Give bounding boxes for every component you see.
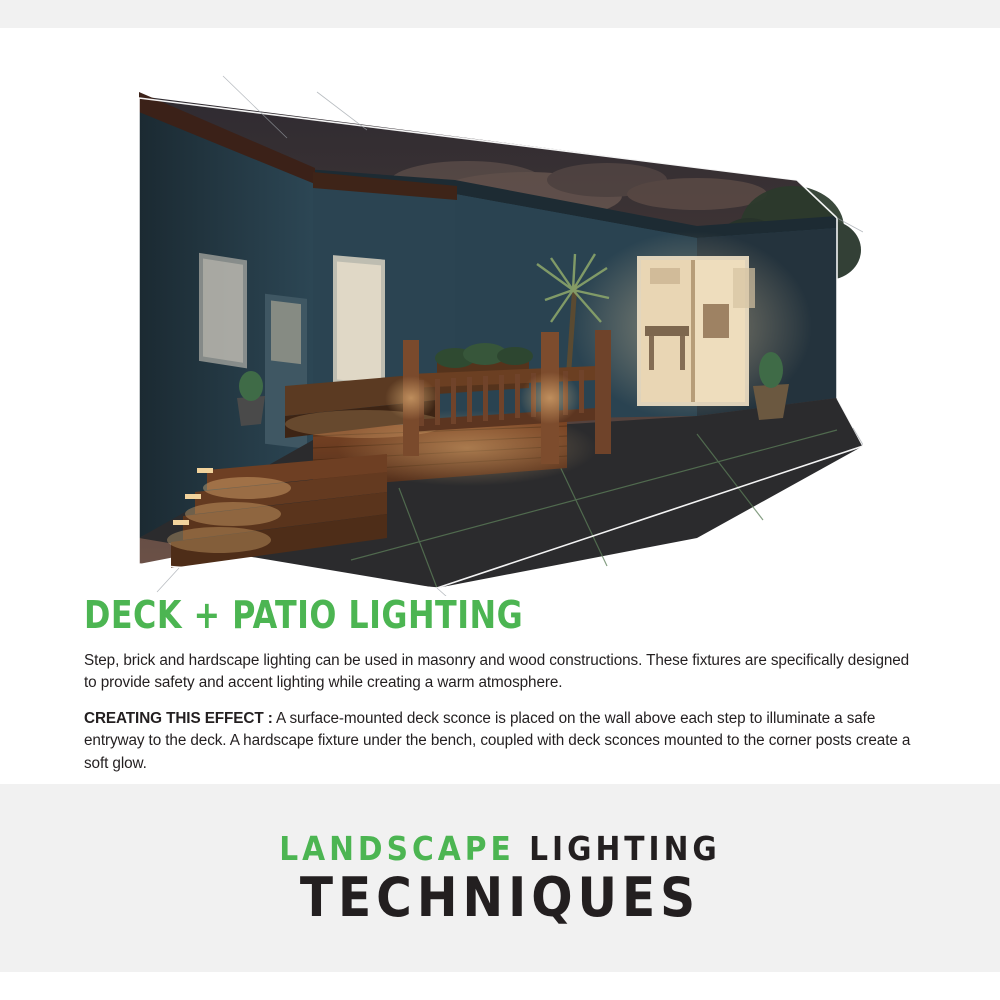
scene-body [139, 76, 863, 596]
step-sconce-1 [197, 468, 213, 473]
bottom-band [0, 972, 1000, 1000]
potted-plant-left [237, 371, 265, 426]
scene-illustration [137, 68, 863, 596]
step-sconce-3 [173, 520, 189, 525]
step-light-glow-3 [167, 527, 271, 553]
railing-post-right [595, 330, 611, 454]
top-band [0, 0, 1000, 28]
center-door [333, 255, 385, 390]
step-light-glow-1 [203, 477, 291, 499]
effect-paragraph [84, 708, 922, 775]
deck-patio-night-render [137, 68, 863, 596]
content-area [0, 28, 1000, 784]
effect-text: A surface-mounted deck sconce is placed on the wall above each step to illuminate a safe entryway to the deck. A hardscape fixture under the bench, coupled with deck sconces mounted to the corner posts create a soft glow. [84, 710, 911, 772]
left-window [199, 253, 247, 369]
footer-word-lighting: LIGHTING [529, 828, 721, 868]
page-title: DECK + PATIO LIGHTING [84, 593, 524, 637]
intro-paragraph: Step, brick and hardscape lighting can be used in masonry and wood constructions. These fixtures are specifically designed to provide safety and accent lighting while creating a warm atmosphere. [84, 651, 910, 692]
footer-title-line-2: TECHNIQUES [299, 865, 701, 929]
post-sconce-glow-center [520, 372, 580, 424]
step-light-glow-2 [185, 502, 281, 526]
step-sconce-2 [185, 494, 201, 499]
post-sconce-glow-left [385, 376, 437, 420]
illustration-figure [137, 68, 863, 596]
text-block [84, 593, 922, 775]
effect-label: CREATING THIS EFFECT : [84, 710, 273, 728]
footer-title-line-1 [279, 828, 721, 868]
footer-band [0, 784, 1000, 972]
footer-word-landscape: LANDSCAPE [279, 828, 515, 868]
